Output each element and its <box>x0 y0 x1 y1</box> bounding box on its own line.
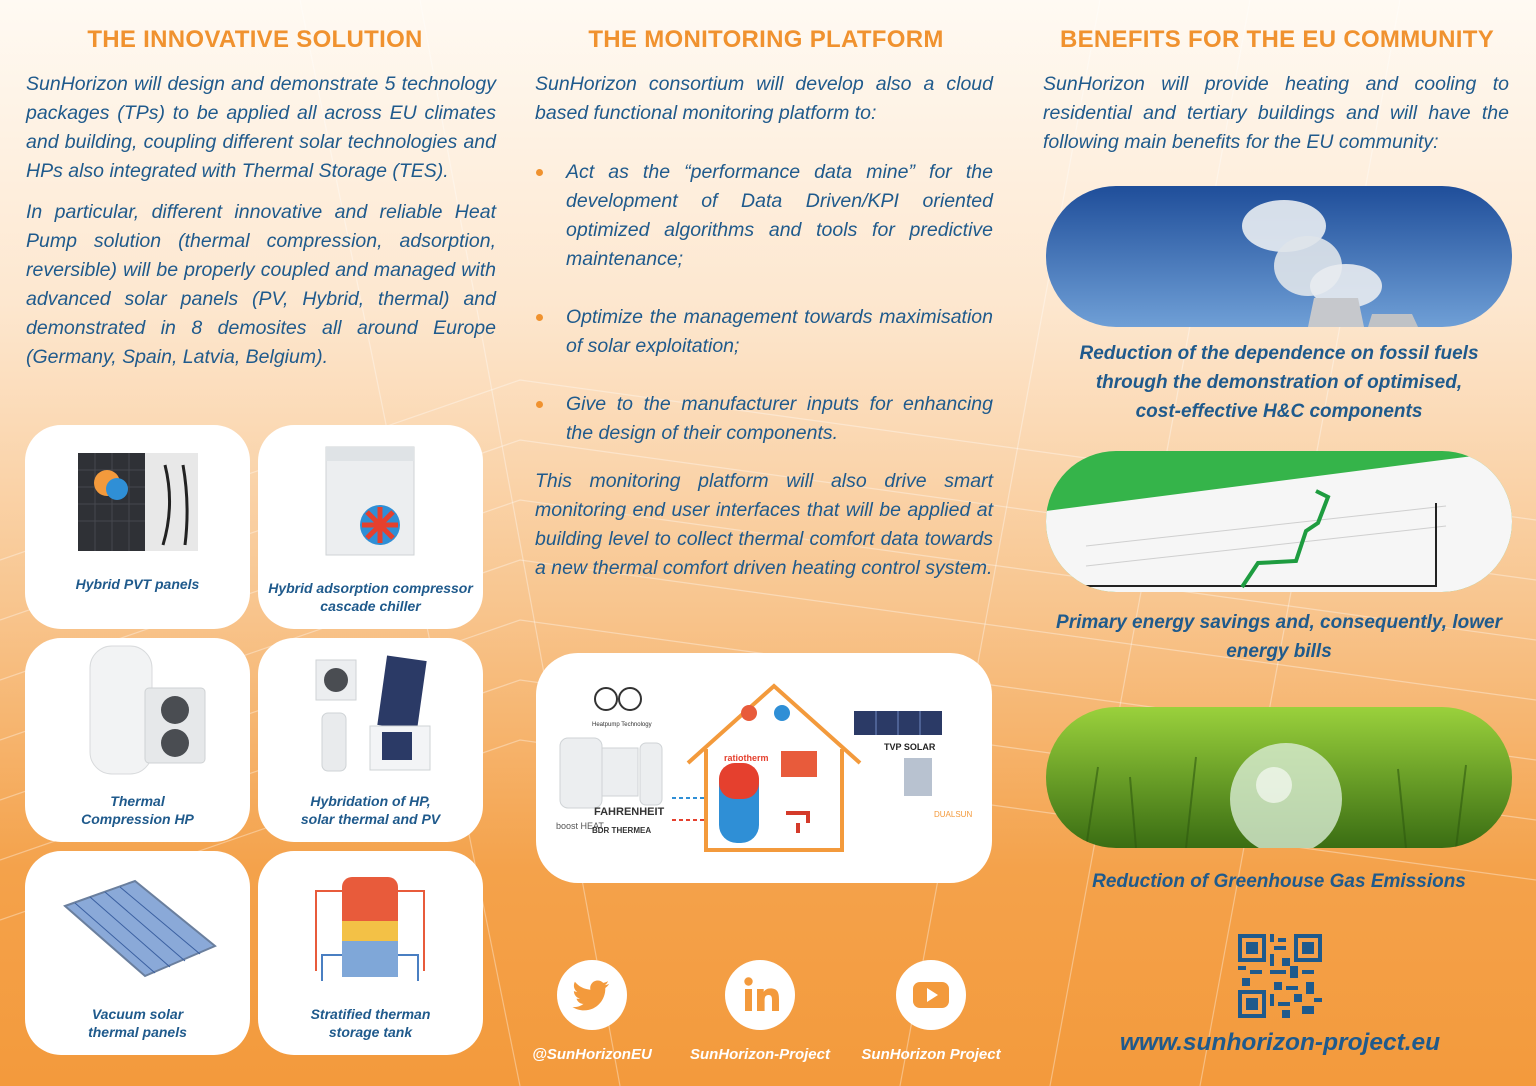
card-label: Hybrid adsorption compressor cascade chiller <box>268 580 473 614</box>
card-label: Thermal Compression HP <box>81 793 194 827</box>
label-heatpump-tech: Heatpump Technology <box>592 722 652 728</box>
card-label: Hybridation of HP, solar thermal and PV <box>300 793 441 827</box>
youtube-icon <box>896 960 966 1030</box>
pvt-panel-image <box>25 425 250 629</box>
monitoring-bullets <box>535 158 993 477</box>
label-tvp-solar: TVP SOLAR <box>884 742 936 752</box>
card-vacuum-solar <box>25 851 250 1055</box>
bullet-item: Optimize the management towards maximisation of solar exploitation; <box>535 303 993 361</box>
energy-savings-photo <box>1046 451 1512 592</box>
website-link[interactable]: www.sunhorizon-project.eu <box>1119 1029 1441 1056</box>
growth-chart-image <box>1046 451 1512 592</box>
solution-title: THE INNOVATIVE SOLUTION <box>87 26 423 53</box>
qr-code[interactable] <box>1238 934 1322 1018</box>
card-hybrid-pvt <box>25 425 250 629</box>
card-label: Stratified therman storage tank <box>310 1006 431 1040</box>
card-label: Hybrid PVT panels <box>75 576 200 592</box>
ghg-photo <box>1046 707 1512 848</box>
card-storage-tank <box>258 851 483 1055</box>
youtube-handle[interactable]: SunHorizon Project <box>861 1046 1001 1063</box>
card-thermal-compression-hp <box>25 638 250 842</box>
twitter-link[interactable] <box>557 960 627 1030</box>
bullet-item: Give to the manufacturer inputs for enhancing the design of their components. <box>535 390 993 448</box>
linkedin-handle[interactable]: SunHorizon-Project <box>689 1046 830 1063</box>
twitter-icon <box>557 960 627 1030</box>
benefits-title: BENEFITS FOR THE EU COMMUNITY <box>1059 26 1495 53</box>
card-adsorption-chiller <box>258 425 483 629</box>
label-fahrenheit: FAHRENHEIT <box>594 806 665 818</box>
card-label: Vacuum solar thermal panels <box>88 1006 187 1040</box>
fossil-fuel-photo <box>1046 186 1512 327</box>
label-ratiotherm: ratiotherm <box>724 753 769 763</box>
monitoring-title: THE MONITORING PLATFORM <box>588 26 944 53</box>
label-boost-heat: boost HEAT <box>556 821 604 831</box>
card-hybridation <box>258 638 483 842</box>
system-diagram-card <box>536 653 992 883</box>
cooling-tower-image <box>1046 186 1512 327</box>
label-dualsun: DUALSUN <box>934 810 973 819</box>
solution-paragraph-1: SunHorizon will design and demonstrate 5 technology packages (TPs) to be applied all across EU climates and building, coupling different solar technologies and HPs also integrated with Thermal Storage (TES). <box>26 73 496 182</box>
system-diagram <box>536 653 992 883</box>
linkedin-link[interactable] <box>725 960 795 1030</box>
benefit-fossil-fuels: Reduction of the dependence on fossil fuels through the demonstration of optimised, cost-effective H&C components <box>1079 343 1479 422</box>
monitoring-outro: This monitoring platform will also drive smart monitoring end user interfaces that will be applied at building level to collect thermal comfort data towards a new thermal comfort driven heating control system. <box>535 470 993 579</box>
linkedin-icon <box>725 960 795 1030</box>
solution-text <box>26 70 496 384</box>
benefits-intro: SunHorizon will provide heating and cooling to residential and tertiary buildings and will have the following main benefits for the EU community: <box>1043 73 1509 153</box>
solution-paragraph-2: In particular, different innovative and reliable Heat Pump solution (thermal compression, adsorption, reversible) will be properly coupled and managed with advanced solar panels (PV, Hybrid, thermal) and demonstrated in 8 demosites all around Europe (Germany, Spain, Latvia, Belgium). <box>26 201 496 368</box>
youtube-link[interactable] <box>896 960 966 1030</box>
monitoring-intro: SunHorizon consortium will develop also a cloud based functional monitoring platform to: <box>535 73 993 124</box>
benefit-ghg-emissions: Reduction of Greenhouse Gas Emissions <box>1092 871 1466 892</box>
twitter-handle[interactable]: @SunHorizonEU <box>532 1046 652 1063</box>
label-bdr-thermea: BDR THERMEA <box>592 826 652 835</box>
benefit-energy-savings: Primary energy savings and, consequently, lower energy bills <box>1056 612 1502 662</box>
bullet-item: Act as the “performance data mine” for the development of Data Driven/KPI oriented optimized algorithms and tools for predictive maintenance; <box>535 158 993 274</box>
glass-globe-image <box>1046 707 1512 848</box>
